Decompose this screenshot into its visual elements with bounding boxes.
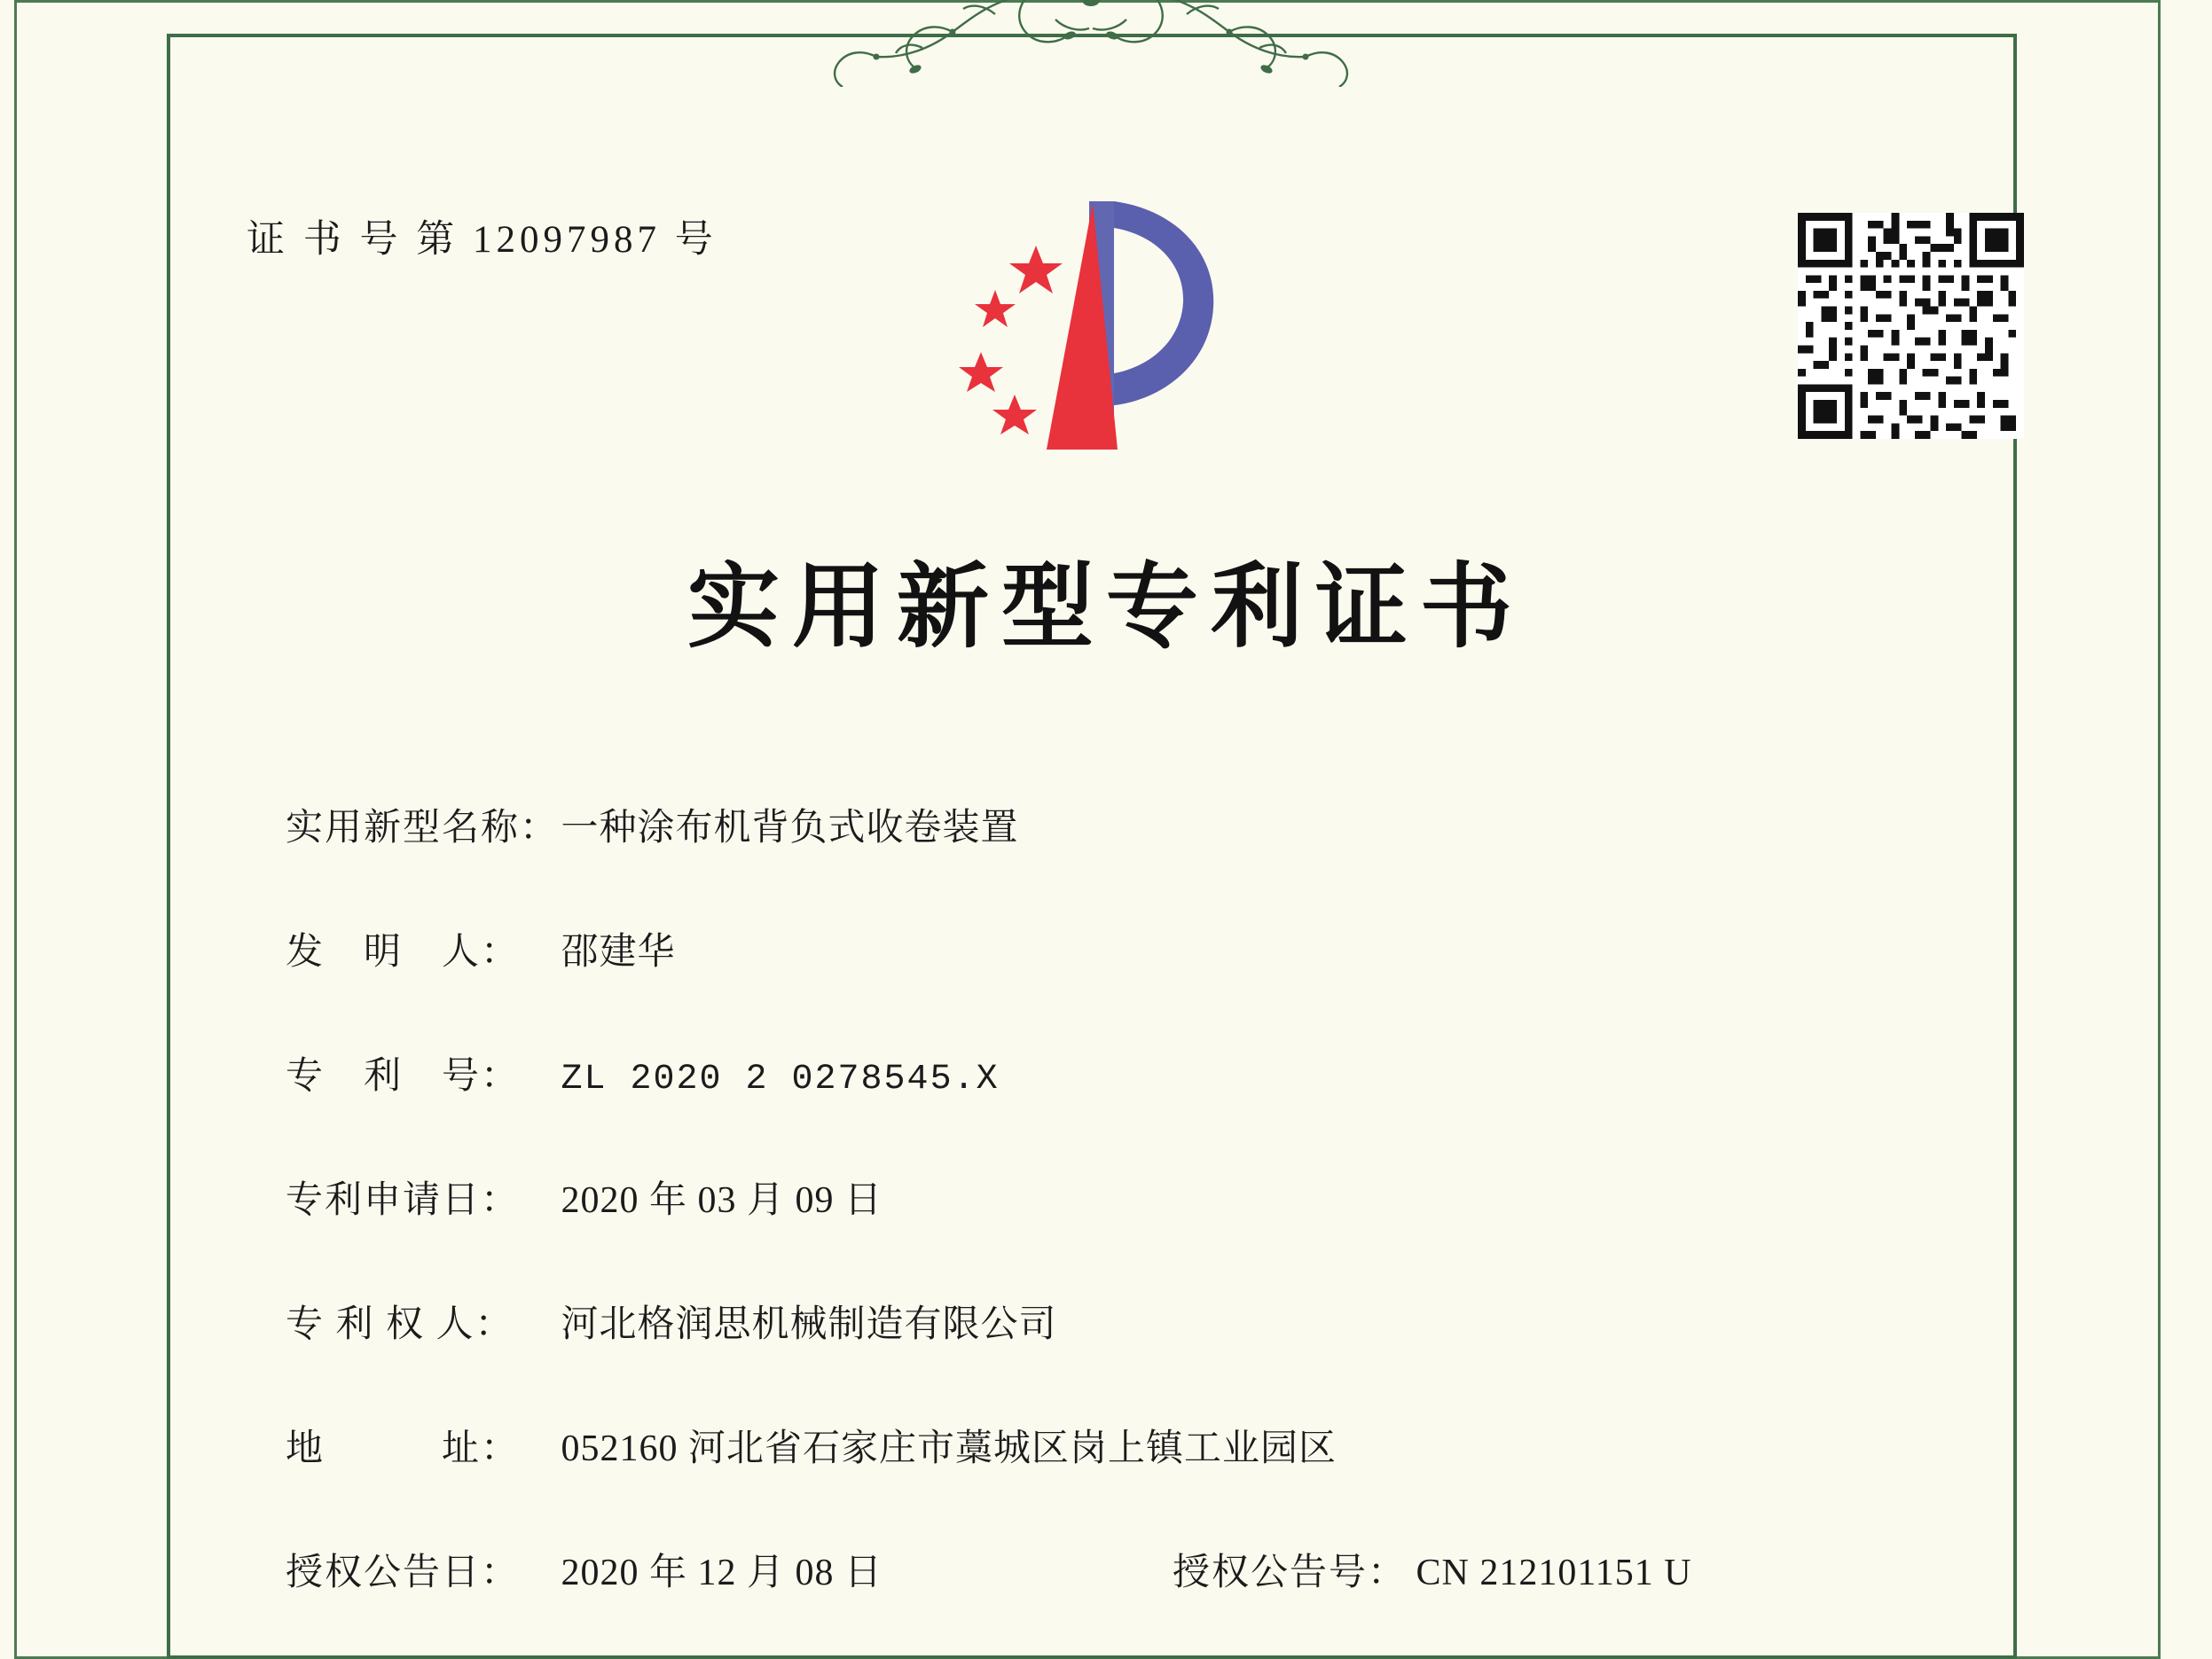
field-label: 发 明 人：	[286, 932, 521, 973]
field-value: 邵建华	[561, 932, 676, 973]
grant-number-value: CN 212101151 U	[1416, 1553, 1692, 1593]
field-list	[286, 798, 2024, 1649]
field-value: ZL 2020 2 0278545.X	[561, 1060, 1000, 1099]
field-value: 河北格润思机械制造有限公司	[561, 1304, 1057, 1345]
field-inventor	[286, 922, 2024, 1046]
field-value: 052160 河北省石家庄市藁城区岗上镇工业园区	[561, 1428, 1337, 1469]
grant-date-value: 2020 年 12 月 08 日	[561, 1553, 883, 1593]
field-application-date	[286, 1170, 2024, 1295]
field-value: 一种涂布机背负式收卷装置	[561, 808, 1019, 849]
field-address	[286, 1419, 2024, 1543]
grant-number-label: 授权公告号：	[1173, 1553, 1408, 1593]
field-patentee	[286, 1295, 2024, 1419]
field-label: 专 利 号：	[286, 1056, 521, 1097]
page-title: 实用新型专利证书	[686, 552, 1525, 661]
field-label: 专利申请日：	[286, 1180, 521, 1221]
grant-date-label: 授权公告日：	[286, 1553, 521, 1593]
field-grant-announcement	[286, 1543, 2024, 1649]
field-utility-model-name	[286, 798, 2024, 922]
field-label: 专 利 权 人：	[286, 1304, 514, 1345]
certificate-number: 证 书 号 第 12097987 号	[247, 219, 718, 261]
field-label: 实用新型名称：	[286, 808, 560, 849]
floral-ornament-icon	[763, 0, 1419, 87]
field-patent-number	[286, 1046, 2024, 1170]
field-label: 地 址：	[286, 1428, 521, 1469]
qr-code	[1798, 213, 2024, 439]
field-value: 2020 年 03 月 09 日	[561, 1180, 883, 1221]
cnipa-emblem-icon	[940, 191, 1251, 457]
